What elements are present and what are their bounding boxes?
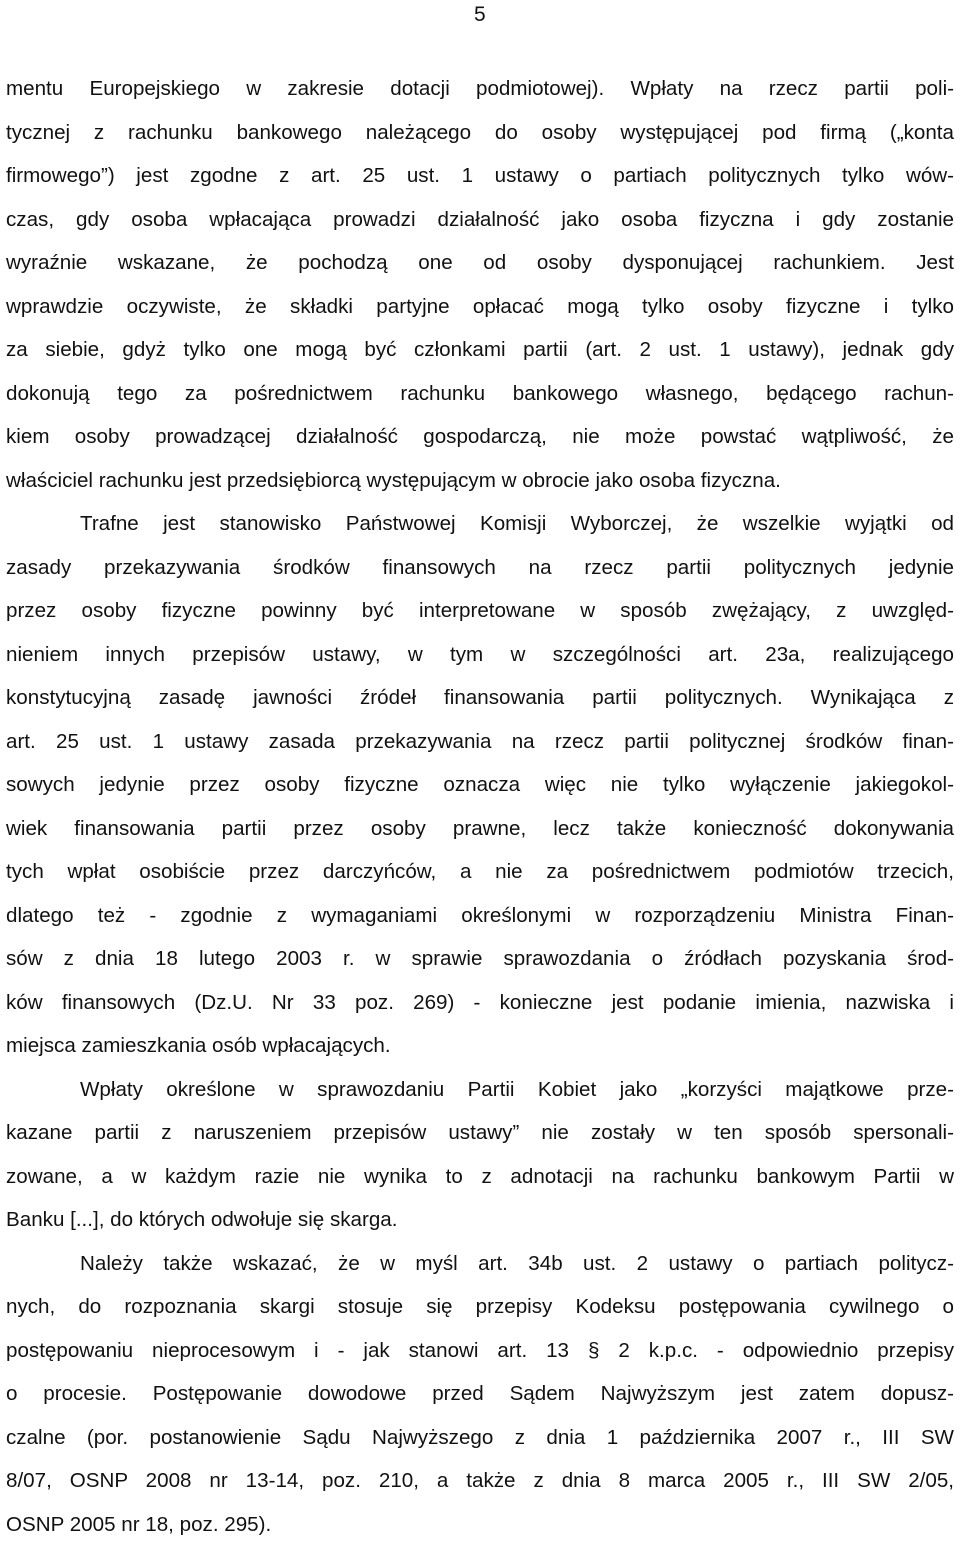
text-line: postępowaniu nieprocesowym i - jak stanowi art. 13 § 2 k.p.c. - odpowiednio przepisy (6, 1329, 954, 1373)
text-line: dlatego też - zgodnie z wymaganiami określonymi w rozporządzeniu Ministra Finan- (6, 894, 954, 938)
text-line: kiem osoby prowadzącej działalność gospodarczą, nie może powstać wątpliwość, że (6, 415, 954, 459)
text-line: przez osoby fizyczne powinny być interpretowane w sposób zwężający, z uwzględ- (6, 589, 954, 633)
text-line: czalne (por. postanowienie Sądu Najwyższego z dnia 1 października 2007 r., III SW (6, 1416, 954, 1460)
text-line: firmowego”) jest zgodne z art. 25 ust. 1 ustawy o partiach politycznych tylko wów- (6, 154, 954, 198)
text-line: nieniem innych przepisów ustawy, w tym w szczególności art. 23a, realizującego (6, 633, 954, 677)
text-line: tycznej z rachunku bankowego należącego do osoby występującej pod firmą („konta (6, 111, 954, 155)
text-line-paragraph-start: Trafne jest stanowisko Państwowej Komisji Wyborczej, że wszelkie wyjątki od (6, 502, 954, 546)
text-line-paragraph-end: miejsca zamieszkania osób wpłacających. (6, 1024, 954, 1068)
text-line: dokonują tego za pośrednictwem rachunku bankowego własnego, będącego rachun- (6, 372, 954, 416)
page-number: 5 (474, 2, 486, 28)
text-line: sów z dnia 18 lutego 2003 r. w sprawie sprawozdania o źródłach pozyskania środ- (6, 937, 954, 981)
text-line: konstytucyjną zasadę jawności źródeł finansowania partii politycznych. Wynikająca z (6, 676, 954, 720)
text-line: o procesie. Postępowanie dowodowe przed Sądem Najwyższym jest zatem dopusz- (6, 1372, 954, 1416)
text-line: czas, gdy osoba wpłacająca prowadzi działalność jako osoba fizyczna i gdy zostanie (6, 198, 954, 242)
text-line: zasady przekazywania środków finansowych na rzecz partii politycznych jedynie (6, 546, 954, 590)
text-line: mentu Europejskiego w zakresie dotacji podmiotowej). Wpłaty na rzecz partii poli- (6, 67, 954, 111)
text-line: wprawdzie oczywiste, że składki partyjne opłacać mogą tylko osoby fizyczne i tylko (6, 285, 954, 329)
text-line-paragraph-start: Należy także wskazać, że w myśl art. 34b ust. 2 ustawy o partiach politycz- (6, 1242, 954, 1286)
text-line: za siebie, gdyż tylko one mogą być członkami partii (art. 2 ust. 1 ustawy), jednak gdy (6, 328, 954, 372)
text-line: kazane partii z naruszeniem przepisów ustawy” nie zostały w ten sposób spersonali- (6, 1111, 954, 1155)
text-line: wyraźnie wskazane, że pochodzą one od osoby dysponującej rachunkiem. Jest (6, 241, 954, 285)
text-line: ków finansowych (Dz.U. Nr 33 poz. 269) - konieczne jest podanie imienia, nazwiska i (6, 981, 954, 1025)
text-line: tych wpłat osobiście przez darczyńców, a nie za pośrednictwem podmiotów trzecich, (6, 850, 954, 894)
text-line: art. 25 ust. 1 ustawy zasada przekazywania na rzecz partii politycznej środków finan- (6, 720, 954, 764)
text-line-paragraph-start: Wpłaty określone w sprawozdaniu Partii Kobiet jako „korzyści majątkowe prze- (6, 1068, 954, 1112)
text-line: zowane, a w każdym razie nie wynika to z adnotacji na rachunku bankowym Partii w (6, 1155, 954, 1199)
text-line-paragraph-end: OSNP 2005 nr 18, poz. 295). (6, 1503, 954, 1546)
document-body (6, 67, 954, 1546)
text-line: 8/07, OSNP 2008 nr 13-14, poz. 210, a także z dnia 8 marca 2005 r., III SW 2/05, (6, 1459, 954, 1503)
text-line: nych, do rozpoznania skargi stosuje się przepisy Kodeksu postępowania cywilnego o (6, 1285, 954, 1329)
text-line: sowych jedynie przez osoby fizyczne oznacza więc nie tylko wyłączenie jakiegokol- (6, 763, 954, 807)
text-line-paragraph-end: właściciel rachunku jest przedsiębiorcą występującym w obrocie jako osoba fizyczna. (6, 459, 954, 503)
text-line-paragraph-end: Banku [...], do których odwołuje się skarga. (6, 1198, 954, 1242)
text-line: wiek finansowania partii przez osoby prawne, lecz także konieczność dokonywania (6, 807, 954, 851)
